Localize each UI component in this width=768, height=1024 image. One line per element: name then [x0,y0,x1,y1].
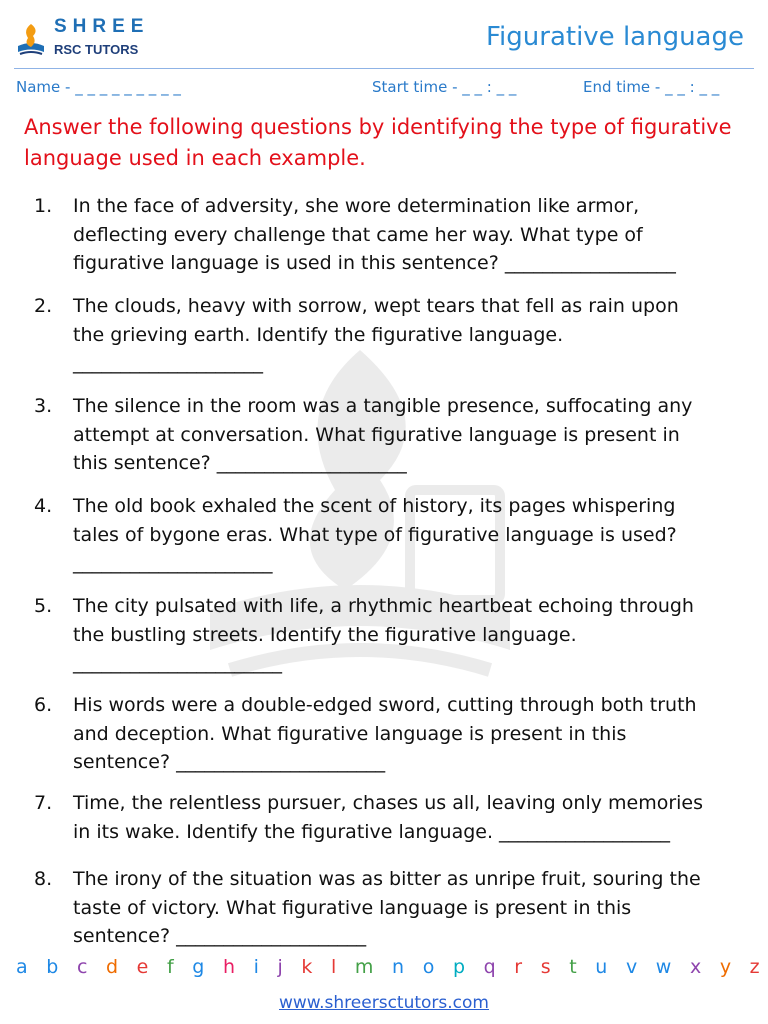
worksheet-title: Figurative language [485,22,744,52]
end-time-field: End time - _ _ : _ _ [583,78,720,96]
question-line: ____________________ [73,352,263,374]
question-text [73,865,763,951]
question-line: in its wake. Identify the figurative language. __________________ [73,820,671,843]
alphabet-strip [16,956,760,982]
page-footer [0,993,768,1013]
brand-logo [14,18,174,62]
alphabet-letter: h [222,956,236,978]
header-divider [14,68,754,69]
alphabet-letter: y [719,956,732,978]
question-line: The city pulsated with life, a rhythmic heartbeat echoing through [73,595,694,617]
alphabet-letter: k [301,956,313,978]
question-text [73,192,763,278]
question-line: The irony of the situation was as bitter as unripe fruit, souring the [73,868,701,890]
instructions-text: Answer the following questions by identifying the type of figurative language used in each example. [24,115,732,170]
alphabet-letter: w [655,956,672,978]
question-number: 7. [34,792,53,814]
question-line: the bustling streets. Identify the figurative language. [73,623,577,646]
alphabet-letter: t [569,956,577,978]
alphabet-letter: z [749,956,760,978]
alphabet-letter: l [331,956,337,978]
question-line: Time, the relentless pursuer, chases us all, leaving only memories [73,792,704,814]
alphabet-letter: a [16,956,28,978]
alphabet-letter: d [106,956,119,978]
question-line: sentence? ______________________ [73,751,386,773]
question-line: taste of victory. What figurative language is present in this [73,896,632,919]
question-text [73,789,763,846]
question-text [73,392,763,478]
question-number: 2. [34,295,53,317]
question-line: and deception. What figurative language is present in this [73,722,627,745]
question-line: sentence? ____________________ [73,925,367,947]
question-text [73,492,763,578]
logo-book-icon [14,20,48,60]
alphabet-letter: r [514,956,523,978]
alphabet-letter: p [452,956,465,978]
question-number: 1. [34,195,53,217]
alphabet-letter: c [76,956,88,978]
question-line: The old book exhaled the scent of history, its pages whispering [73,495,676,517]
name-field: Name - _ _ _ _ _ _ _ _ _ [16,78,181,96]
question-text [73,691,763,777]
alphabet-letter: f [166,956,174,978]
alphabet-letter: j [277,956,283,978]
alphabet-letter: e [136,956,149,978]
alphabet-letter: x [689,956,702,978]
alphabet-letter: n [392,956,405,978]
question-line: the grieving earth. Identify the figurative language. [73,323,564,346]
question-line: tales of bygone eras. What type of figurative language is used? [73,523,677,546]
logo-text-rsc-tutors: RSC TUTORS [54,42,139,57]
alphabet-letter: i [253,956,259,978]
question-number: 3. [34,395,53,417]
alphabet-letter: q [483,956,496,978]
question-number: 4. [34,495,53,517]
question-line: deflecting every challenge that came her way. What type of [73,223,643,246]
page-header [0,0,768,68]
question-line: ______________________ [73,652,282,674]
question-line: attempt at conversation. What figurative language is present in [73,423,680,446]
website-link[interactable]: www.shreersctutors.com [279,993,489,1013]
question-line: The clouds, heavy with sorrow, wept tears that fell as rain upon [73,295,679,317]
question-line: _____________________ [73,552,273,574]
alphabet-letter: b [46,956,59,978]
alphabet-letter: g [192,956,205,978]
alphabet-letter: v [625,956,638,978]
question-number: 8. [34,868,53,890]
logo-text-shree: SHREE [54,16,150,37]
question-line: The silence in the room was a tangible presence, suffocating any [73,395,693,417]
question-line: His words were a double-edged sword, cutting through both truth [73,694,697,716]
alphabet-letter: s [540,956,551,978]
alphabet-letter: o [422,956,435,978]
question-line: In the face of adversity, she wore determination like armor, [73,195,640,217]
question-text [73,292,763,378]
alphabet-letter: m [354,956,374,978]
question-line: this sentence? ____________________ [73,452,407,474]
question-number: 6. [34,694,53,716]
question-text [73,592,763,678]
alphabet-letter: u [595,956,608,978]
start-time-field: Start time - _ _ : _ _ [372,78,517,96]
question-number: 5. [34,595,53,617]
question-line: figurative language is used in this sentence? __________________ [73,252,676,274]
